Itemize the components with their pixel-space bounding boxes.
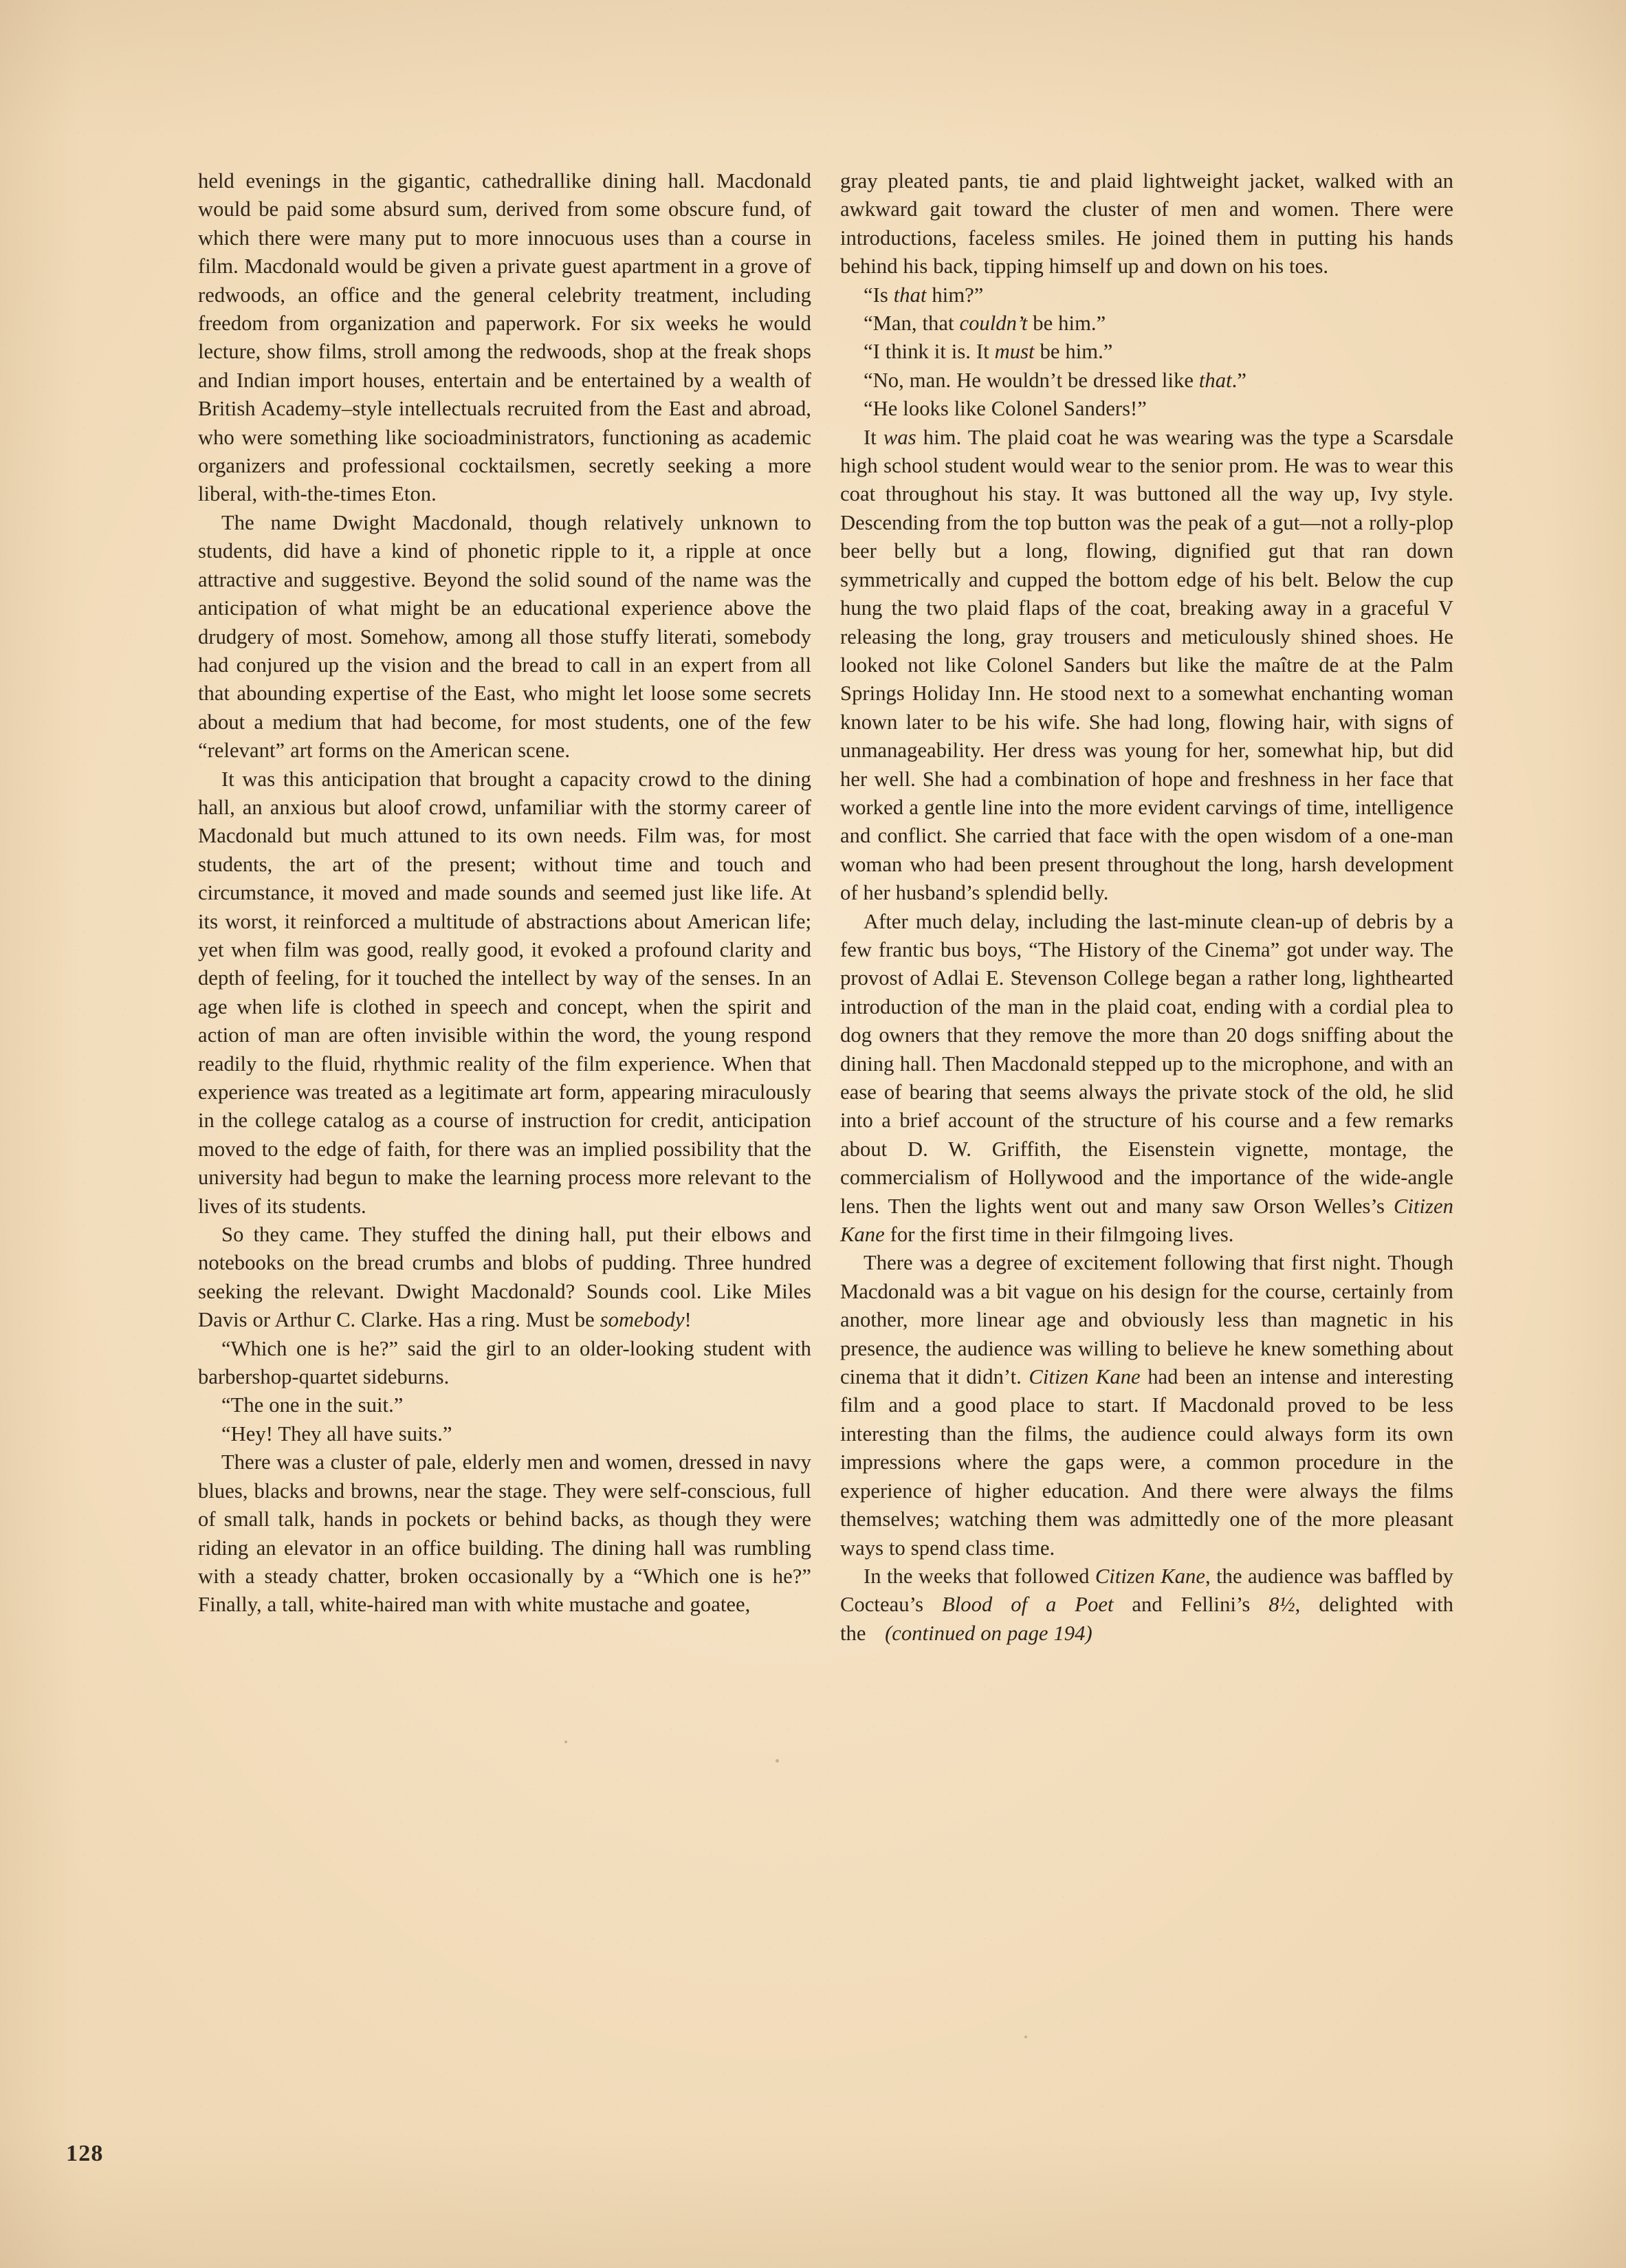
body-text: “He looks like Colonel Sanders!” [864,397,1147,421]
emphasis-text: must [994,340,1035,364]
body-paragraph [840,367,1453,395]
emphasis-text: was [883,425,916,449]
right-column [840,167,1453,1648]
body-text: had been an intense and interesting film and a good place to start. If Macdonald proved to be less interesting than the films, the audience could always form its own impressions where the gaps were, a common procedure in the experience of higher education. And there were always the films themselves; watching them was admittedly one of the more pleasant ways to spend class time. [840,1365,1453,1560]
body-paragraph [840,1562,1453,1648]
body-text: There was a cluster of pale, elderly men and women, dressed in navy blues, blacks and browns, near the stage. They were self-conscious, full of small talk, hands in pockets or behind backs, as though they were riding an elevator in an office building. The dining hall was rumbling with a steady chatter, broken occasionally by a “Which one is he?” Finally, a tall, white-haired man with white mustache and goatee, [198,1450,811,1617]
emphasis-text: couldn’t [959,312,1028,336]
body-paragraph [840,424,1453,908]
body-text: ! [684,1308,692,1332]
body-paragraph [198,1391,811,1419]
paper-speck [1024,2036,1027,2038]
body-paragraph [840,395,1453,423]
body-paragraph [198,765,811,1221]
emphasis-text: Citizen Kane [840,1194,1453,1247]
body-paragraph [198,167,811,509]
body-text: “The one in the suit.” [221,1393,404,1417]
body-text: him. The plaid coat he was wearing was the type a Scarsdale high school student would wear to the senior prom. He was to wear this coat throughout his stay. It was buttoned all the way up, Ivy style. Descending from the top button was the peak of a gut—not a rolly-plop beer belly but a long, flowing, dignified gut that ran down symmetrically and cupped the bottom edge of his belt. Below the cup hung the two plaid flaps of the coat, breaking away in a graceful V releasing the long, gray trousers and meticulously shined shoes. He looked not like Colonel Sanders but like the maître de at the Palm Springs Holiday Inn. He stood next to a somewhat enchanting woman known later to be his wife. She had long, flowing hair, with signs of unmanageability. Her dress was young for her, somewhat hip, but did her well. She had a combination of hope and freshness in her face that worked a gentle line into the more evident carvings of time, intelligence and conflict. She carried that face with the open wisdom of a one-man woman who had been present throughout the long, harsh development of her husband’s splendid belly. [840,425,1453,905]
body-text: There was a degree of excitement following that first night. Though Macdonald was a bit vague on his design for the course, certainly from another, more linear age and obviously less than magnetic in his presence, the audience was willing to believe he knew something about cinema that it didn’t. [840,1251,1453,1389]
body-text: “Hey! They all have suits.” [221,1421,452,1446]
body-text: The name Dwight Macdonald, though relatively unknown to students, did have a kind of phonetic ripple to it, a ripple at once attractive and suggestive. Beyond the solid sound of the name was the anticipation of what might be an educational experience above the drudgery of most. Somehow, among all those stuffy literati, somebody had conjured up the vision and the bread to call in an expert from all that abounding expertise of the East, who might let loose some secrets about a medium that had become, for most students, one of the few “relevant” art forms on the American scene. [198,510,811,763]
body-paragraph [840,1249,1453,1562]
left-column [198,167,811,1620]
body-text: .” [1231,368,1246,392]
body-text: , delighted with the [840,1593,1454,1645]
body-text: “No, man. He wouldn’t be dressed like [864,368,1199,392]
emphasis-text: that [893,283,927,307]
body-text: held evenings in the gigantic, cathedrallike dining hall. Macdonald would be paid some absurd sum, derived from some obscure fund, of which there were many put to more innocuous uses than a course in film. Macdonald would be given a private guest apartment in a grove of redwoods, an office and the general celebrity treatment, including freedom from organization and paperwork. For six weeks he would lecture, show films, stroll among the redwoods, shop at the freak shops and Indian import houses, entertain and be entertained by a wealth of British Academy–style intellectuals recruited from the East and abroad, who were something like socioadministrators, functioning as academic organizers and professional cocktailsmen, secretly seeking a more liberal, with-the-times Eton. [198,169,811,506]
emphasis-text: somebody [600,1308,685,1332]
body-text: him?” [926,283,984,307]
body-paragraph [840,309,1453,338]
body-paragraph [198,1335,811,1392]
body-text: “Which one is he?” said the girl to an older-looking student with barbershop-quartet sideburns. [198,1336,811,1389]
body-paragraph [840,281,1453,309]
body-paragraph [840,908,1453,1250]
body-text: and Fellini’s [1113,1593,1269,1617]
page-number: 128 [66,2141,104,2166]
body-paragraph [198,1448,811,1619]
body-paragraph [198,509,811,765]
body-text: It was this anticipation that brought a capacity crowd to the dining hall, an anxious but aloof crowd, unfamiliar with the stormy career of Macdonald but much attuned to its own needs. Film was, for most students, the art of the present; without time and touch and circumstance, it moved and made sounds and seemed just like life. At its worst, it reinforced a multitude of abstractions about American life; yet when film was good, really good, it evoked a profound clarity and depth of feeling, for it touched the intellect by way of the senses. In an age when life is clothed in speech and concept, when the spirit and action of man are often invisible within the word, the young respond readily to the fluid, rhythmic reality of the film experience. When that experience was treated as a legitimate art form, appearing miraculously in the college catalog as a course of instruction for credit, anticipation moved to the edge of faith, for there was an implied possibility that the university had begun to make the learning process more relevant to the lives of its students. [198,767,811,1218]
emphasis-text: that [1198,368,1232,392]
body-text: “Is [864,283,894,307]
paper-speck [564,1741,567,1743]
body-text: for the first time in their filmgoing lives. [884,1223,1234,1247]
body-text: So they came. They stuffed the dining hall, put their elbows and notebooks on the bread crumbs and blobs of pudding. Three hundred seeking the relevant. Dwight Macdonald? Sounds cool. Like Miles Davis or Arthur C. Clarke. Has a ring. Must be [198,1223,811,1332]
body-text: , the audience was baffled by Cocteau’s [840,1564,1454,1617]
body-paragraph [840,338,1453,366]
body-text: After much delay, including the last-minute clean-up of debris by a few frantic bus boys, “The History of the Cinema” got under way. The provost of Adlai E. Stevenson College began a rather long, lighthearted introduction of the man in the plaid coat, ending with a cordial plea to dog owners that they remove the more than 20 dogs sniffing about the dining hall. Then Macdonald stepped up to the microphone, and with an ease of bearing that seems always the private stock of the old, he slid into a brief account of the structure of his course and a few remarks about D. W. Griffith, the Eisenstein vignette, montage, the commercialism of Hollywood and the importance of the wide-angle lens. Then the lights went out and many saw Orson Welles’s [840,909,1453,1218]
body-text: gray pleated pants, tie and plaid lightweight jacket, walked with an awkward gait toward the cluster of men and women. There were introductions, faceless smiles. He joined them in putting his hands behind his back, tipping himself up and down on his toes. [840,169,1453,279]
paper-speck [776,1759,779,1763]
body-paragraph [840,167,1453,281]
emphasis-text: Citizen Kane [1029,1365,1141,1389]
body-text: be him.” [1027,312,1106,336]
body-text: be him.” [1034,340,1113,364]
emphasis-text: 8½ [1268,1593,1295,1617]
body-text: “Man, that [864,312,960,336]
body-paragraph [198,1221,811,1335]
body-paragraph [198,1420,811,1448]
body-text: In the weeks that followed [864,1564,1095,1588]
emphasis-text: Blood of a Poet [942,1593,1114,1617]
two-column-text-body [198,167,1453,1648]
continued-note: (continued on page 194) [885,1621,1092,1645]
body-text: It [864,425,883,449]
emphasis-text: Citizen Kane [1095,1564,1206,1588]
body-text: “I think it is. It [864,340,995,364]
